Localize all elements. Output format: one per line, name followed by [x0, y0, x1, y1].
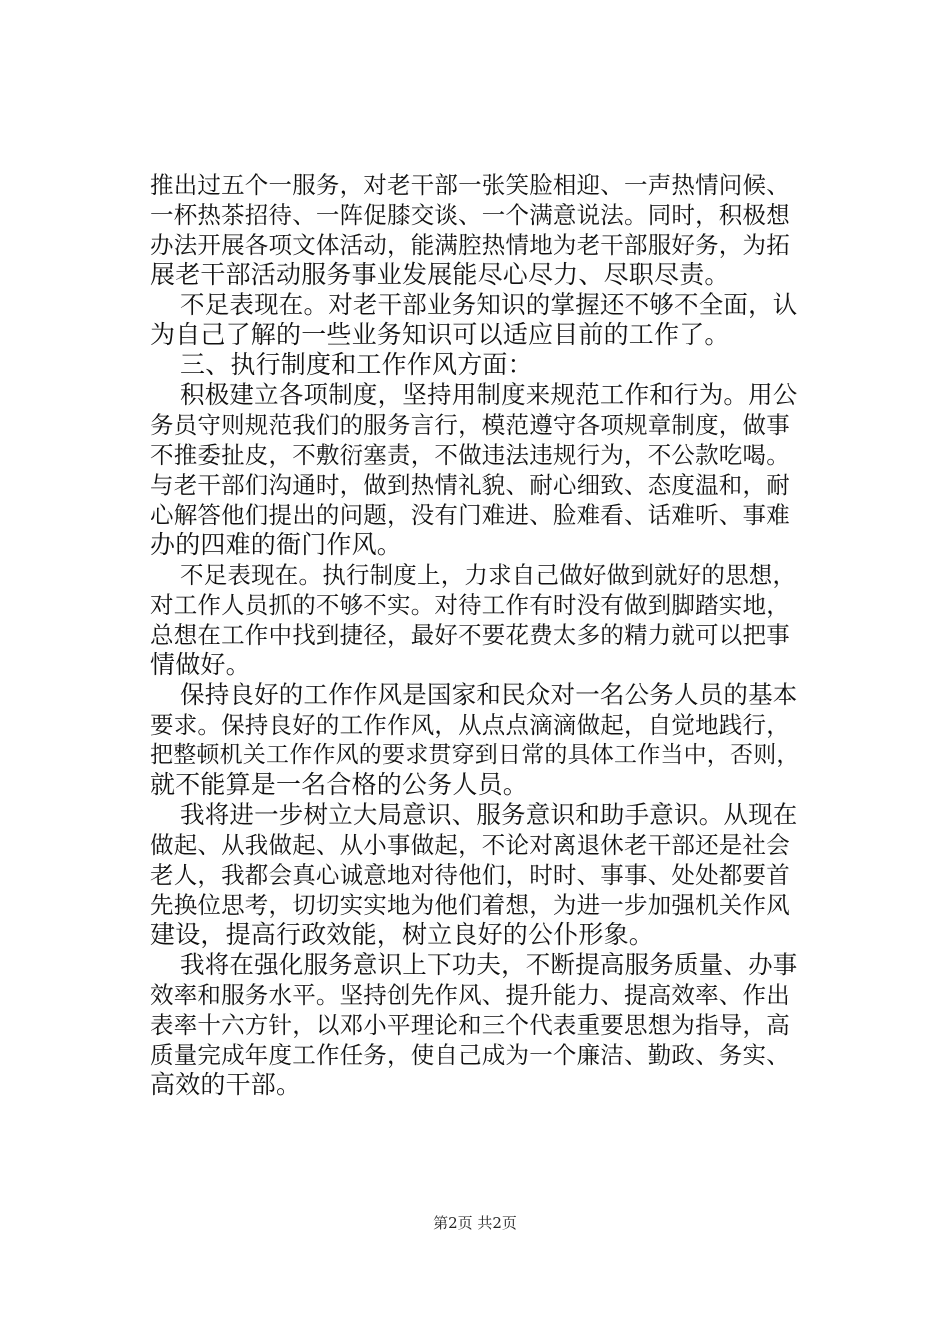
text-line: 一杯热茶招待、一阵促膝交谈、一个满意说法。同时，积极想	[150, 201, 790, 229]
text-line: 建设，提高行政效能，树立良好的公仆形象。	[150, 920, 655, 949]
text-line: 情做好。	[150, 650, 251, 679]
text-line: 对工作人员抓的不够不实。对待工作有时没有做到脚踏实地，	[150, 591, 790, 619]
text-line: 心解答他们提出的问题，没有门难进、脸难看、话难听、事难	[150, 501, 790, 529]
text-line: 老人，我都会真心诚意地对待他们，时时、事事、处处都要首	[150, 861, 790, 889]
text-line: 就不能算是一名合格的公务人员。	[150, 770, 529, 799]
text-line: 做起、从我做起、从小事做起，不论对离退休老干部还是社会	[150, 831, 790, 859]
text-line: 积极建立各项制度，坚持用制度来规范工作和行为。用公	[180, 380, 798, 409]
text-line: 保持良好的工作作风是国家和民众对一名公务人员的基本	[180, 680, 798, 709]
text-line: 把整顿机关工作作风的要求贯穿到日常的具体工作当中，否则，	[150, 742, 800, 768]
text-line: 推出过五个一服务，对老干部一张笑脸相迎、一声热情问候、	[150, 171, 790, 199]
text-line: 为自己了解的一些业务知识可以适应目前的工作了。	[150, 320, 730, 349]
text-line: 质量完成年度工作任务，使自己成为一个廉洁、勤政、务实、	[150, 1041, 790, 1069]
text-line: 高效的干部。	[150, 1070, 302, 1099]
text-line: 我将在强化服务意识上下功夫，不断提高服务质量、办事	[180, 950, 798, 979]
document-body	[150, 170, 800, 1100]
text-line: 总想在工作中找到捷径，最好不要花费太多的精力就可以把事	[150, 621, 790, 649]
text-line: 展老干部活动服务事业发展能尽心尽力、尽职尽责。	[150, 260, 730, 289]
text-line: 与老干部们沟通时，做到热情礼貌、耐心细致、态度温和，耐	[150, 471, 790, 499]
text-line: 不足表现在。执行制度上，力求自己做好做到就好的思想，	[180, 561, 797, 589]
text-line: 务员守则规范我们的服务言行，模范遵守各项规章制度，做事	[150, 411, 790, 439]
text-line: 办法开展各项文体活动，能满腔热情地为老干部服好务，为拓	[150, 231, 790, 259]
text-line: 办的四难的衙门作风。	[150, 530, 403, 559]
text-line: 不足表现在。对老干部业务知识的掌握还不够不全面，认	[180, 290, 798, 319]
page-footer: 第2页 共2页	[433, 1214, 517, 1232]
text-line: 效率和服务水平。坚持创先作风、提升能力、提高效率、作出	[150, 981, 790, 1009]
text-line: 表率十六方针，以邓小平理论和三个代表重要思想为指导，高	[150, 1011, 790, 1039]
text-line: 我将进一步树立大局意识、服务意识和助手意识。从现在	[180, 800, 798, 829]
text-line: 要求。保持良好的工作作风，从点点滴滴做起，自觉地践行，	[150, 711, 790, 739]
text-line: 不推委扯皮，不敷衍塞责，不做违法违规行为，不公款吃喝。	[150, 441, 790, 469]
text-line: 三、执行制度和工作作风方面：	[180, 350, 533, 379]
text-line: 先换位思考，切切实实地为他们着想，为进一步加强机关作风	[150, 891, 790, 919]
